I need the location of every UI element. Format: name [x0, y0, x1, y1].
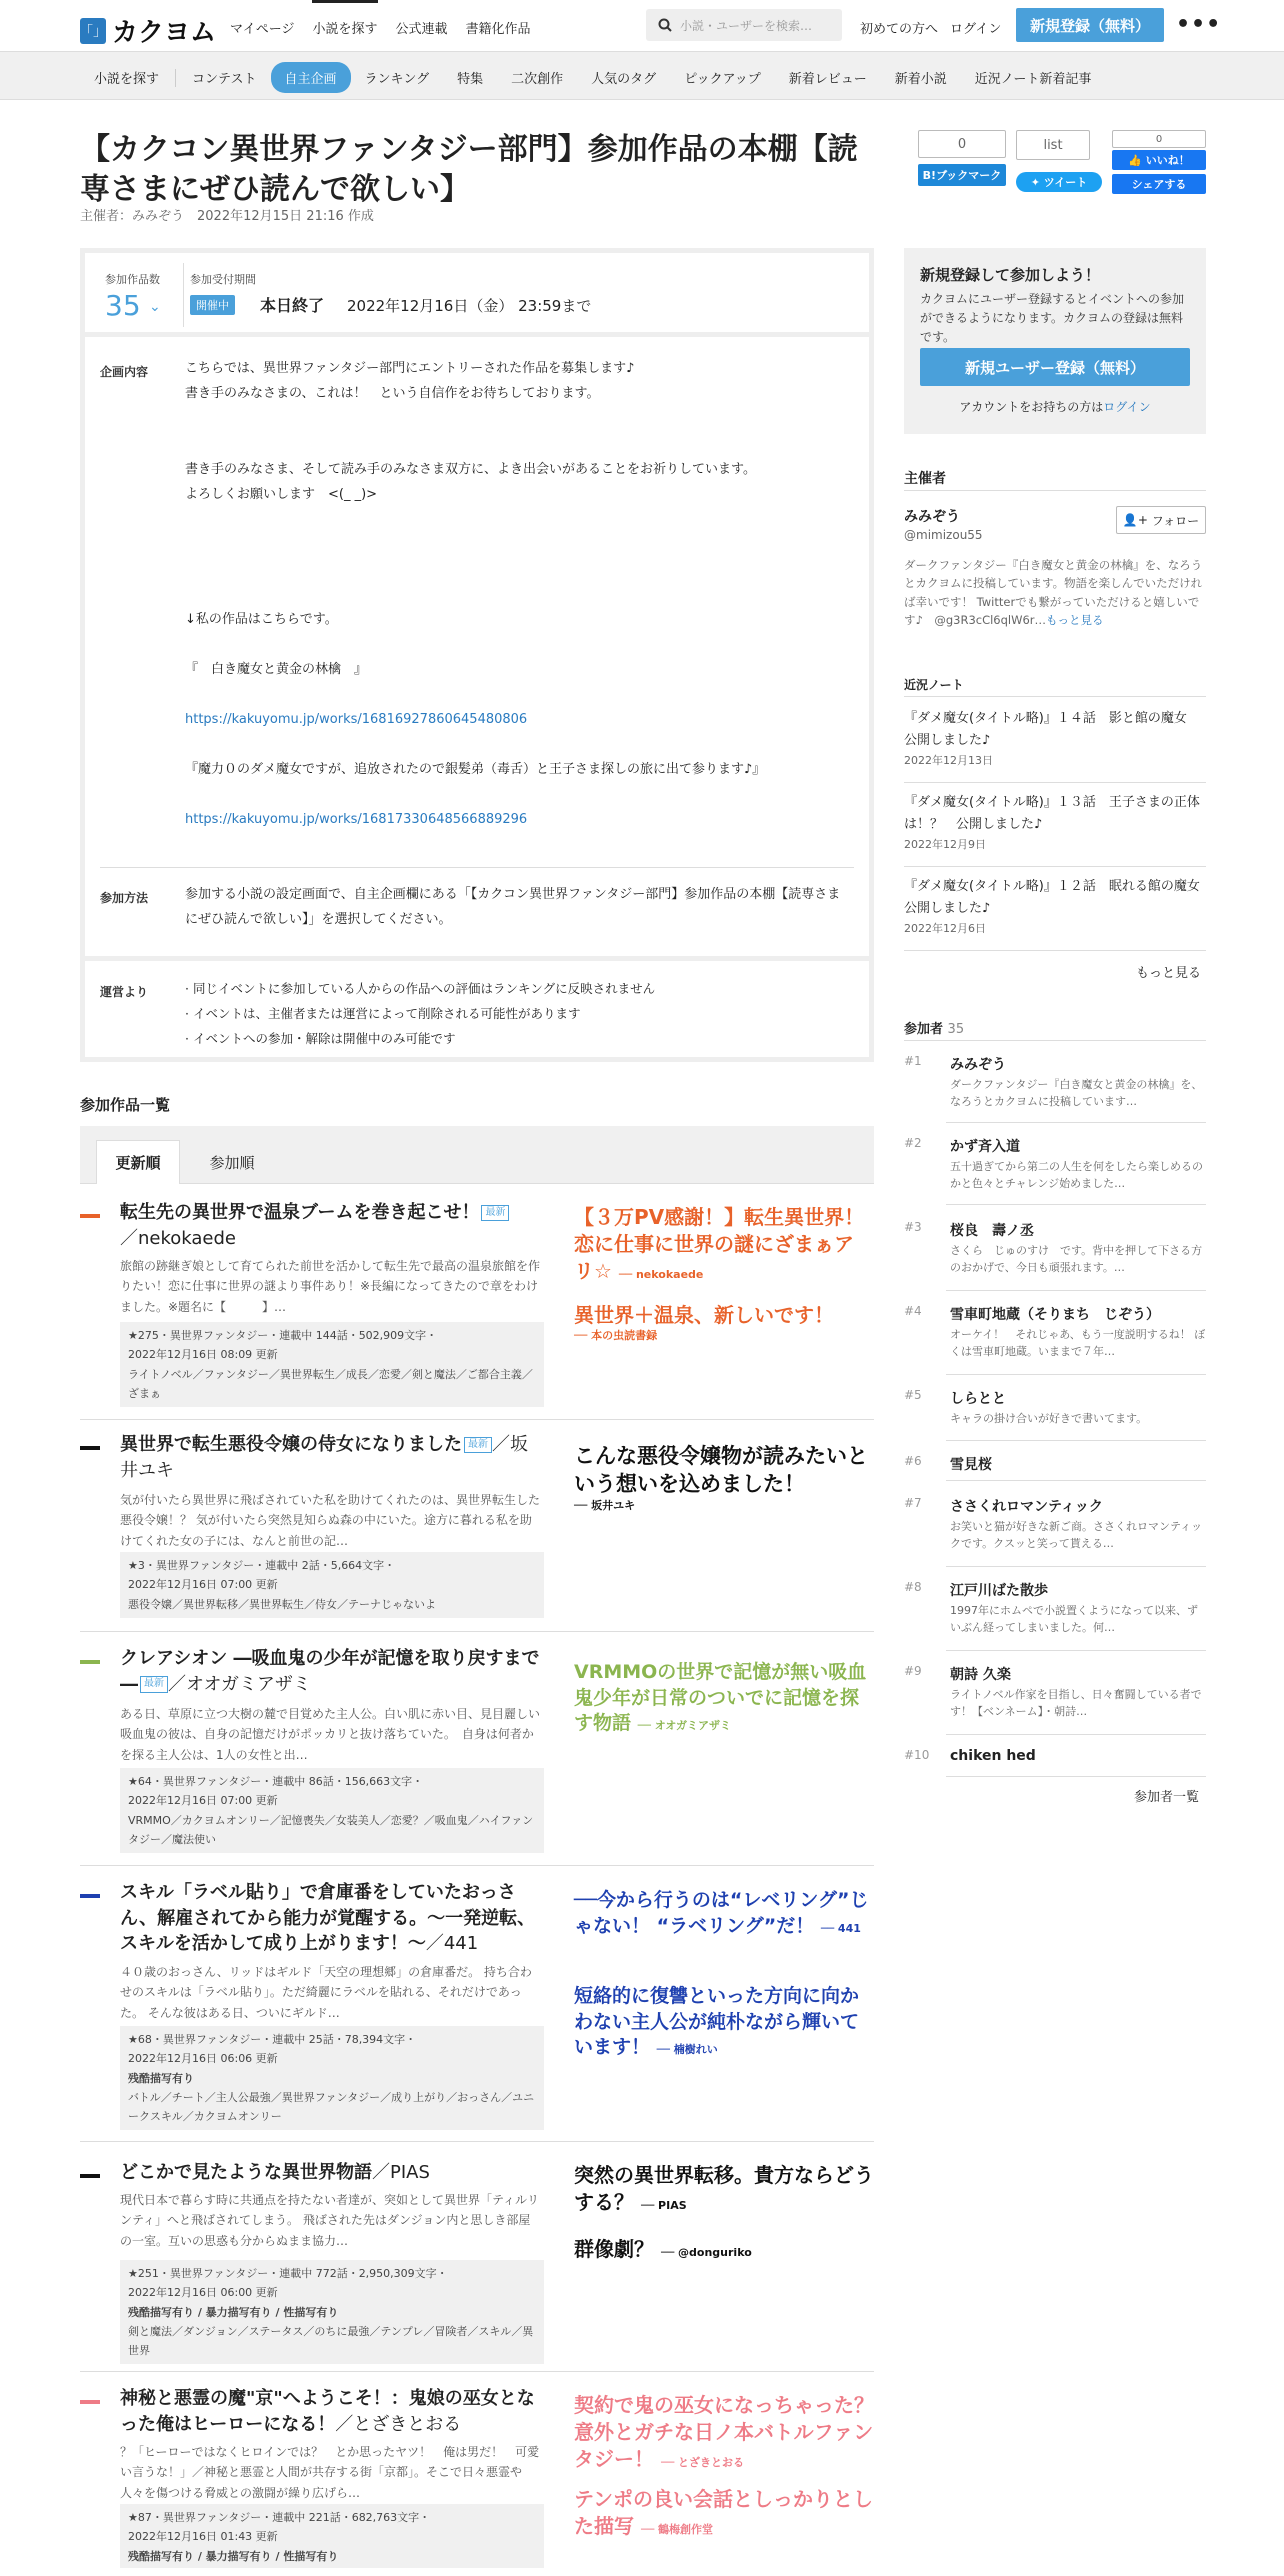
add-user-icon: 👤+ [1122, 513, 1148, 527]
content-line: 書き手のみなさまの、これは！ という自信作をお待ちしております。 [185, 386, 600, 401]
work-title[interactable]: どこかで見たような異世界物語／PIAS [120, 2162, 430, 2183]
sidebar-login-link[interactable]: ログイン [1103, 400, 1151, 414]
twitter-bird-icon: ✦ [1030, 175, 1040, 189]
divider [946, 1734, 1206, 1735]
work-info: ★64・異世界ファンタジー・連載中 86話・156,663文字・ 2022年12月16日 07:00 更新 VRMMO／カクヨムオンリー／記憶喪失／女装美人／恋愛？／吸血鬼／ハイファンタジー／魔法使い [120, 1768, 544, 1853]
work-author[interactable]: ／とざきとおる [335, 2413, 462, 2435]
subnav-feature[interactable]: 特集 [457, 72, 484, 87]
search-icon [658, 18, 672, 32]
divider [946, 1374, 1206, 1375]
signup-title: 新規登録して参加しよう！ [920, 266, 1101, 284]
logo-mark: 「」 [80, 18, 106, 44]
work-excerpt: ある日、草原に立つ大樹の麓で目覚めた主人公。白い肌に赤い目、見目麗しい吸血鬼の彼は、自身の記憶だけがポッカリと抜け落ちていた。 自身は何者かを探る主人公は、1人の女性と出… [120, 1707, 541, 1762]
subnav-pickup[interactable]: ピックアップ [684, 72, 761, 87]
participant-item[interactable]: #9 朝詩 久楽 ライトノベル作家を目指し、日々奮闘している者です！【ベンネーム】・朝詩… [904, 1664, 1202, 1719]
login-prompt: アカウントをお持ちの方はログイン [959, 400, 1151, 414]
genre-marker [80, 1660, 100, 1664]
divider [946, 1440, 1206, 1441]
method-text: 参加する小説の設定画面で、自主企画欄にある「【カクコン異世界ファンタジー部門】参加作品の本棚【読専さまにぜひ読んで欲しい】」を選択してください。 [185, 887, 841, 927]
organizer-name[interactable]: みみぞう [904, 509, 960, 525]
work-excerpt: 気が付いたら異世界に飛ばされていた私を助けてくれたのは、異世界転生した悪役令嬢！？ 気が付いたら突然見知らぬ森の中にいた。途方に暮れる私を助けてくれた女の子には、なんと前世の記… [120, 1493, 541, 1548]
like-button[interactable] [1112, 150, 1206, 170]
ops-label: 運営より [100, 985, 149, 999]
divider [183, 263, 184, 327]
ops-item: · イベントへの参加・解除は開催中のみ可能です [185, 1031, 456, 1046]
divider [946, 1480, 1206, 1481]
participant-item[interactable]: #7 ささくれロマンティック お笑いと猫が好きな新ご商。ささくれロマンティックです。クスッと笑って貰える… [904, 1496, 1203, 1551]
signup-text: カクヨムにユーザー登録するとイベントへの参加ができるようになります。カクヨムの登録は無料です。 [920, 292, 1185, 345]
work-info: ★3・異世界ファンタジー・連載中 2話・5,664文字・ 2022年12月16日 07:00 更新 悪役令嬢／異世界転移／異世界転生／侍女／テーナじゃないよ [120, 1552, 544, 1618]
method-label: 参加方法 [100, 891, 149, 905]
subnav-divider [175, 69, 176, 87]
work-author[interactable]: ／オオガミアザミ [168, 1673, 311, 1695]
work-excerpt: 旅館の跡継ぎ娘として育てられた前世を活かして転生先で最高の温泉旅館を作りたい！恋に仕事に世界の謎より事件あり！※長編になってきたので章をわけました。※題名に【 】… [120, 1259, 541, 1314]
participant-item[interactable]: #5 しらとと キャラの掛け合いが好きで書いてます。 [904, 1388, 1148, 1425]
work-link[interactable]: https://kakuyomu.jp/works/16816927860645480806 [185, 712, 528, 727]
catchphrase: 突然の異世界転移。貴方ならどうする？ ── PIAS [574, 2163, 874, 2214]
subnav-notes[interactable]: 近況ノート新着記事 [974, 72, 1092, 87]
divider [946, 1566, 1206, 1567]
subnav-new-novels[interactable]: 新着小説 [894, 72, 947, 87]
bookmark-count: 0 [918, 130, 1006, 158]
work-item [80, 1200, 874, 1420]
review-quote[interactable]: 短絡的に復讐といった方向に向かわない主人公が純朴ながら輝いています！ ── 楠樹れい [574, 1985, 860, 2059]
divider [946, 1650, 1206, 1651]
work-item [80, 1432, 874, 1632]
subnav-search[interactable]: 小説を探す [94, 72, 160, 87]
fb-share-button[interactable]: シェアする [1112, 174, 1206, 194]
work-info: ★87・異世界ファンタジー・連載中 221話・682,763文字・ 2022年12月16日 01:43 更新 残酷描写有り / 暴力描写有り / 性描写有り [120, 2504, 544, 2568]
participant-item[interactable]: #10 chiken hed [904, 1748, 1036, 1764]
subnav-fanfic[interactable]: 二次創作 [511, 72, 564, 87]
catchphrase: VRMMOの世界で記憶が無い吸血鬼少年が日常のついでに記憶を探す物語 ── オオガミアザミ [574, 1661, 867, 1735]
work-author[interactable]: ／坂井ユキ [120, 1434, 528, 1481]
follow-button[interactable]: 👤+ フォロー [1116, 506, 1206, 534]
chevron-down-icon[interactable]: ⌄ [149, 299, 161, 315]
period-label: 参加受付期間 [190, 273, 256, 286]
organizer-heading: 主催者 [904, 471, 946, 487]
content-line: 『 白き魔女と黄金の林檎 』 [185, 662, 368, 677]
work-author[interactable]: ／PIAS [372, 2162, 430, 2183]
divider [904, 782, 1206, 783]
genre-marker [80, 1446, 100, 1450]
content-line: 『魔力０のダメ魔女ですが、追放されたので銀髪弟（毒舌）と王子さま探しの旅に出て参ります♪』 [185, 762, 766, 777]
deadline: 2022年12月16日（金） 23:59まで [347, 297, 592, 315]
ops-item: · イベントは、主催者または運営によって削除される可能性があります [185, 1006, 581, 1021]
first-time-link[interactable]: 初めての方へ [860, 22, 939, 37]
divider [946, 1204, 1206, 1205]
participant-item[interactable]: #3 桜良 壽ノ丞 さくら じゅのすけ です。背中を押して下さる方のおかげで、今日も頑張れます。… [904, 1220, 1203, 1275]
work-author[interactable]: ／441 [425, 1933, 479, 1955]
catchphrase: ──今から行うのは“レベリング”じゃない！ “ラベリング”だ！ ── 441 [574, 1889, 869, 1937]
like-label: いいね！ [1145, 154, 1190, 167]
end-status: 本日終了 [260, 296, 325, 315]
work-title[interactable]: 異世界で転生悪役令嬢の侍女になりました 最新 ／坂井ユキ [120, 1434, 528, 1481]
divider [904, 866, 1206, 867]
sub-nav [0, 52, 1284, 100]
tab-joined[interactable]: 参加順 [209, 1153, 255, 1172]
work-link[interactable]: https://kakuyomu.jp/works/16817330648566889296 [185, 812, 528, 827]
tweet-button[interactable] [1016, 172, 1102, 192]
tab-updated[interactable]: 更新順 [96, 1140, 180, 1184]
note-item[interactable]: 『ダメ魔女(タイトル略)』１３話 王子さまの正体は！？ 公開しました♪ 2022年12月9日 [904, 795, 1200, 852]
work-item [80, 2386, 894, 2576]
work-excerpt: 現代日本で暮らす時に共通点を持たない者達が、突如として異世界「ティルリンティ」へと飛ばされてしまう。 飛ばされた先はダンジョン内と思しき部屋の一室。互いの思惑も分からぬまま協力… [120, 2193, 540, 2248]
work-excerpt: ？「ヒーローではなくヒロインでは？ とか思ったヤツ！ 俺は男だ！ 可愛い言うな！」／神秘と悪霊と人間が共存する街「京都」。そこで日々悪霊や人々を傷つける脅威との激闘が繰り広げら… [120, 2445, 540, 2500]
participants-heading: 参加者 35 [904, 1022, 965, 1037]
nav-official[interactable]: 公式連載 [395, 22, 448, 37]
subnav-ranking[interactable]: ランキング [364, 72, 430, 87]
list-button[interactable]: list [1016, 130, 1090, 160]
note-item[interactable]: 『ダメ魔女(タイトル略)』１２話 眠れる館の魔女 公開しました♪ 2022年12月6日 [904, 879, 1213, 936]
catchphrase: 契約で鬼の巫女になっちゃった？ 意外とガチな日ノ本バトルファンタジー！ ── とざきとおる [574, 2393, 894, 2471]
work-item [80, 1880, 874, 2142]
top-header [0, 0, 1284, 52]
top-nav [230, 18, 531, 37]
like-count: 0 [1112, 130, 1206, 148]
organizer-desc: ダークファンタジー『白き魔女と黄金の林檎』を、なろうとカクヨムに投稿しています。物語を楽しんでいただければ幸いです！ Twitterでも繋がっていただけると嬉しいです♪ @g3R3cCl6qlW6r…もっと見る [904, 558, 1203, 628]
work-info: ★68・異世界ファンタジー・連載中 25話・78,394文字・ 2022年12月16日 06:06 更新 残酷描写有り バトル／チート／主人公最強／異世界ファンタジー／成り上がり／おっさん／ユニークスキル／カクヨムオンリー [120, 2026, 544, 2130]
divider [946, 1122, 1206, 1123]
divider [904, 490, 1206, 491]
ops-item: · 同じイベントに参加している人からの作品への評価はランキングに反映されません [185, 981, 656, 996]
ops-list [185, 976, 655, 1051]
share-buttons [918, 130, 1206, 196]
event-summary [85, 253, 869, 337]
subnav-contest[interactable]: コンテスト [192, 72, 257, 87]
tweet-label: ツイート [1043, 176, 1088, 189]
catchphrase: こんな悪役令嬢物が読みたいという想いを込めました！ ── 坂井ユキ [574, 1444, 868, 1512]
content-line: ↓私の作品はこちらです。 [185, 612, 338, 627]
organizer-more-link[interactable]: もっと見る [1046, 613, 1104, 628]
entry-count[interactable]: 35 [105, 289, 141, 322]
more-menu-icon[interactable]: ••• [1176, 12, 1222, 37]
divider [904, 950, 1206, 951]
thumbs-up-icon: 👍 [1128, 153, 1142, 167]
participant-item[interactable]: #1 みみぞう ダークファンタジー『白き魔女と黄金の林檎』を、なろうとカクヨムに投稿しています… [904, 1054, 1203, 1109]
nav-search-novels[interactable]: 小説を探す [312, 0, 377, 37]
participant-item[interactable]: #4 雪車町地蔵（そりまち じぞう） オーケイ！ それじゃあ、もう一度説明するね！ ぼくは雪車町地蔵。いままで７年… [904, 1304, 1206, 1359]
work-title[interactable]: 神秘と悪霊の魔"京"へようこそ！：鬼娘の巫女となった俺はヒーローになる！／とざきとおる [120, 2388, 535, 2435]
work-item [80, 2160, 874, 2372]
site-logo[interactable] [80, 12, 216, 49]
genre-marker [80, 1214, 100, 1218]
review-quote[interactable]: テンポの良い会話としっかりとした描写 ── 鶴梅創作堂 [574, 2487, 873, 2538]
divider [946, 1290, 1206, 1291]
work-excerpt: ４０歳のおっさん、リッドはギルド「天空の理想郷」の倉庫番だ。 持ち合わせのスキルは「ラベル貼り」。ただ綺麗にラベルを貼れる、それだけであった。 そんな彼はある日、ついにギルド… [120, 1965, 532, 2020]
divider [946, 1776, 1206, 1777]
divider [904, 1040, 1206, 1041]
event-details-card [80, 248, 874, 1062]
logo-text: カクヨム [112, 18, 217, 48]
participants-more-link[interactable]: 参加者一覧 [1134, 1790, 1200, 1805]
page-meta: 主催者：みみぞう 2022年12月15日 21:16 作成 [80, 209, 374, 224]
signup-box [904, 248, 1206, 434]
divider [904, 696, 1206, 697]
signup-button[interactable]: 新規ユーザー登録（無料） [920, 348, 1190, 386]
work-info: ★251・異世界ファンタジー・連載中 772話・2,950,309文字・ 2022年12月16日 06:00 更新 残酷描写有り / 暴力描写有り / 性描写有り 剣と魔法／ダンジョン／ステータス／のちに最強／テンプレ／冒険者／スキル／異世界 [120, 2260, 544, 2364]
work-title[interactable]: 転生先の異世界で温泉ブームを巻き起こせ！ 最新 ／nekokaede [120, 1200, 542, 1251]
participant-item[interactable]: #2 かず斉入道 五十過ぎてから第二の人生を何をしたら楽しめるのかと色々とチャレンジ始めました… [904, 1136, 1203, 1191]
count-label: 参加作品数 [105, 273, 160, 286]
organizer-id: @mimizou55 [904, 528, 983, 542]
content-line: よろしくお願いします <(_ _)> [185, 487, 378, 502]
notes-more-link[interactable]: もっと見る [1136, 966, 1202, 981]
participant-item[interactable]: #6 雪見桜 [904, 1454, 992, 1473]
work-title[interactable]: スキル「ラベル貼り」で倉庫番をしていたおっさん、解雇されてから能力が覚醒する。～一発逆転、スキルを活かして成り上がります！～／441 [120, 1882, 536, 1955]
nav-books[interactable]: 書籍化作品 [465, 22, 531, 37]
works-heading: 参加作品一覧 [80, 1096, 171, 1114]
status-badge: 開催中 [190, 295, 235, 315]
divider [100, 867, 854, 868]
content-label: 企画内容 [100, 365, 149, 379]
sort-tabs [80, 1126, 874, 1184]
genre-marker [80, 1894, 100, 1898]
work-title[interactable]: クレアシオン ―吸血鬼の少年が記憶を取り戻すまで― 最新 ／オオガミアザミ [120, 1648, 540, 1695]
work-info: ★275・異世界ファンタジー・連載中 144話・502,909文字・ 2022年12月16日 08:09 更新 ライトノベル／ファンタジー／異世界転生／成長／恋愛／剣と魔法／ご都合主義／ざまぁ [120, 1322, 544, 1407]
review-quote[interactable]: 異世界＋温泉、新しいです！ ── 本の虫読書録 [574, 1303, 834, 1342]
hatena-bookmark-button[interactable]: B!ブックマーク [918, 164, 1006, 186]
nav-mypage[interactable]: マイページ [230, 22, 295, 37]
work-author[interactable]: ／nekokaede [120, 1227, 236, 1249]
page-title: 【カクコン異世界ファンタジー部門】参加作品の本棚【読専さまにぜひ読んで欲しい】 [80, 132, 858, 207]
catchphrase: 【３万PV感謝！】転生異世界！恋に仕事に世界の謎にざまぁア リ☆ ── nekokaede [574, 1205, 865, 1283]
subnav-reviews[interactable]: 新着レビュー [788, 72, 867, 87]
subnav-tags[interactable]: 人気のタグ [591, 72, 657, 87]
genre-marker [80, 2174, 100, 2178]
work-item [80, 1646, 874, 1866]
participant-item[interactable]: #8 江戸川ばた散歩 1997年にホムペで小説置くようになって以来、ずいぶん経ってしまいました。何… [904, 1580, 1198, 1635]
notes-heading: 近況ノート [904, 678, 964, 692]
search-input[interactable] [646, 9, 842, 41]
content-line: こちらでは、異世界ファンタジー部門にエントリーされた作品を募集します♪ [185, 361, 635, 376]
divider [85, 956, 869, 961]
note-item[interactable]: 『ダメ魔女(タイトル略)』１４話 影と館の魔女 公開しました♪ 2022年12月13日 [904, 711, 1200, 768]
search-placeholder: 小説・ユーザーを検索… [680, 18, 813, 33]
subnav-events[interactable]: 自主企画 [271, 62, 351, 93]
login-link[interactable]: ログイン [950, 22, 1002, 37]
content-line: 書き手のみなさま、そして読み手のみなさま双方に、よき出会いがあることをお祈りしています。 [185, 462, 756, 477]
review-quote[interactable]: 群像劇？ ── @donguriko [574, 2237, 752, 2261]
register-button[interactable]: 新規登録（無料） [1016, 8, 1164, 42]
genre-marker [80, 2400, 100, 2404]
